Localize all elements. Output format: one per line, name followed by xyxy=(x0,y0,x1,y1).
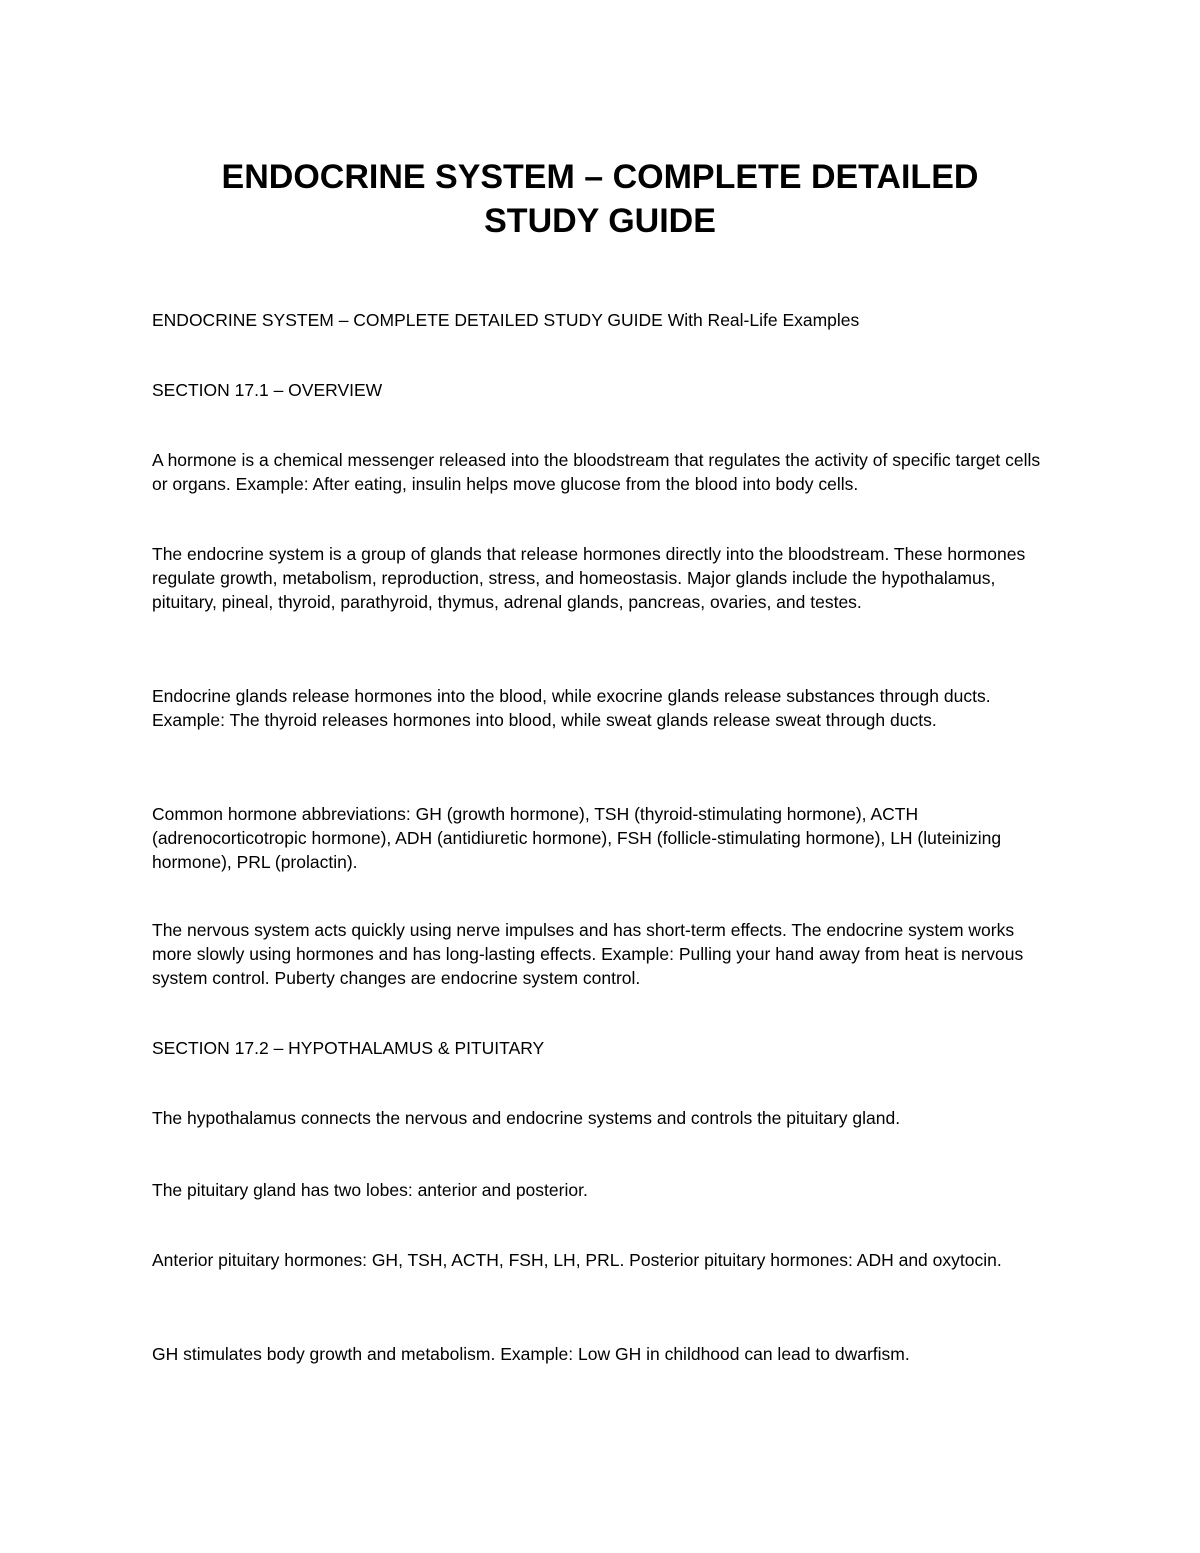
paragraph-hypothalamus: The hypothalamus connects the nervous and endocrine systems and controls the pituitary gland. xyxy=(152,1108,901,1128)
paragraph-growth-hormone: GH stimulates body growth and metabolism. Example: Low GH in childhood can lead to dwarfism. xyxy=(152,1344,910,1364)
section-heading-17-2: SECTION 17.2 – HYPOTHALAMUS & PITUITARY xyxy=(152,1038,545,1058)
paragraph-endocrine-vs-exocrine: Endocrine glands release hormones into the blood, while exocrine glands release substances through ducts. Example: The thyroid releases hormones into blood, while sweat glands release sweat through ducts. xyxy=(152,686,991,730)
page-title-line-1: ENDOCRINE SYSTEM – COMPLETE DETAILED xyxy=(221,158,979,196)
paragraph-endocrine-system: The endocrine system is a group of glands that release hormones directly into the bloodstream. These hormones regulate growth, metabolism, reproduction, stress, and homeostasis. Major glands include the hypothalamus, pituitary, pineal, thyroid, parathyroid, thymus, adrenal glands, pancreas, ovaries, and testes. xyxy=(152,544,1026,612)
section-heading-17-1: SECTION 17.1 – OVERVIEW xyxy=(152,380,383,400)
paragraph-nervous-vs-endocrine: The nervous system acts quickly using nerve impulses and has short-term effects. The endocrine system works more slowly using hormones and has long-lasting effects. Example: Pulling your hand away from heat is nervous system control. Puberty changes are endocrine system control. xyxy=(152,920,1024,988)
paragraph-hormone-definition: A hormone is a chemical messenger released into the bloodstream that regulates the activity of specific target cells or organs. Example: After eating, insulin helps move glucose from the blood into body cells. xyxy=(152,450,1041,494)
paragraph-hormone-abbreviations: Common hormone abbreviations: GH (growth hormone), TSH (thyroid-stimulating hormone), ACTH (adrenocorticotropic hormone), ADH (antidiuretic hormone), FSH (follicle-stimulating hormone), LH (luteinizing hormone), PRL (prolactin). xyxy=(152,804,1002,872)
subtitle-paragraph: ENDOCRINE SYSTEM – COMPLETE DETAILED STUDY GUIDE With Real-Life Examples xyxy=(152,310,860,330)
paragraph-pituitary-hormones: Anterior pituitary hormones: GH, TSH, ACTH, FSH, LH, PRL. Posterior pituitary hormones: ADH and oxytocin. xyxy=(152,1250,1002,1270)
paragraph-pituitary-lobes: The pituitary gland has two lobes: anterior and posterior. xyxy=(152,1180,588,1200)
page-title-line-2: STUDY GUIDE xyxy=(484,202,716,240)
page-title xyxy=(100,155,1100,243)
